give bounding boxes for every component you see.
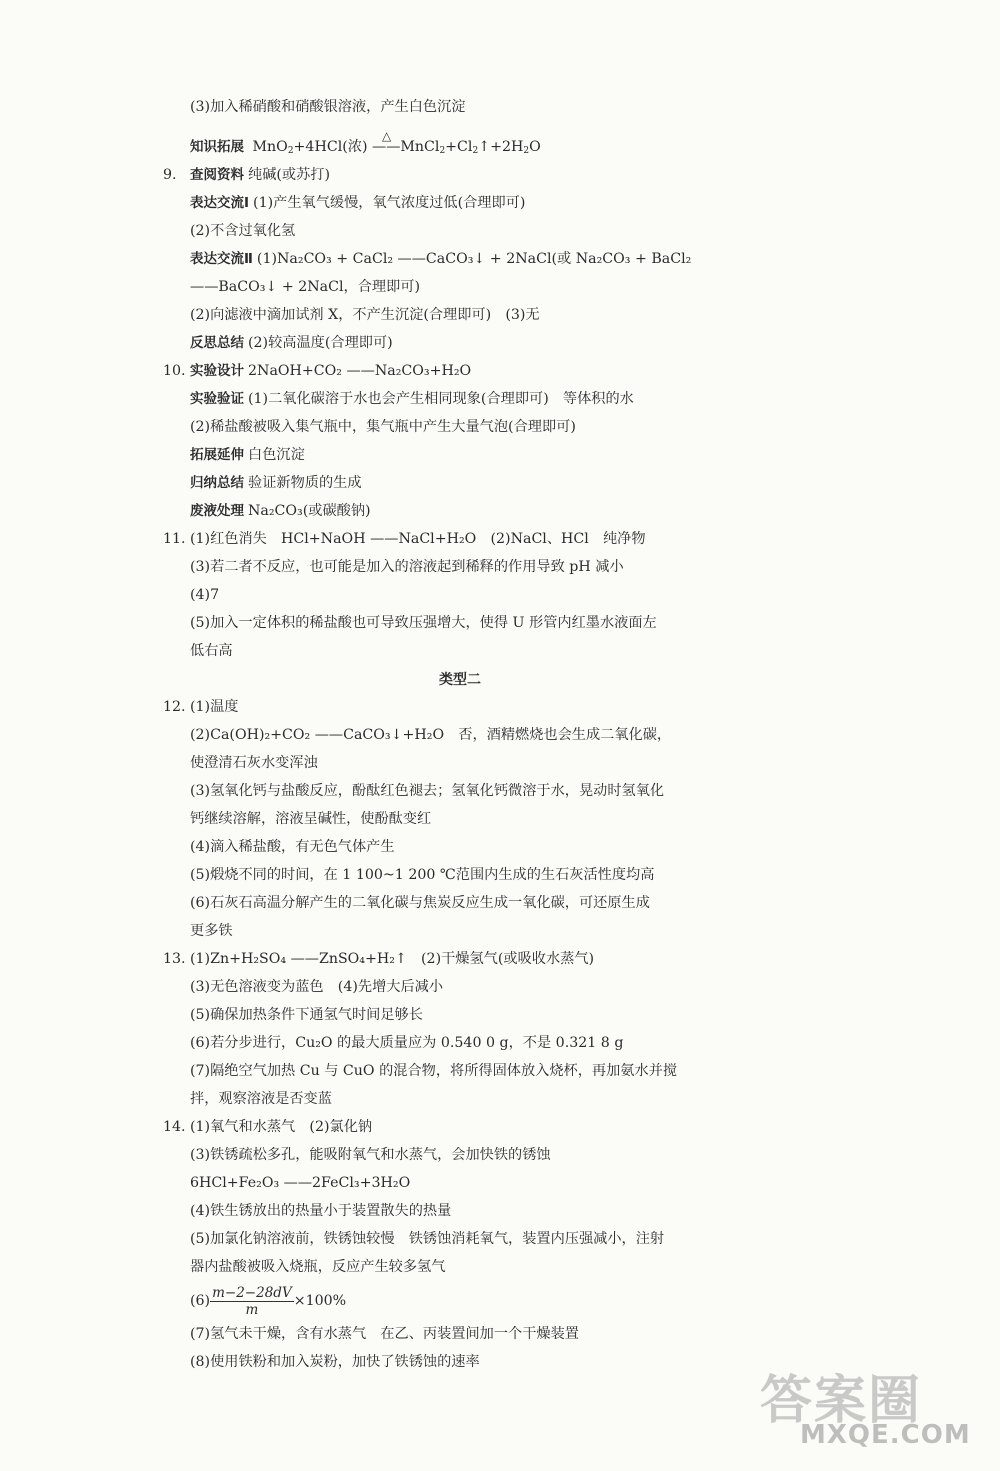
line: ——BaCO₃↓ + 2NaCl，合理即可) xyxy=(190,279,420,295)
line-express-1: 表达交流Ⅰ (1)产生氧气缓慢，氧气浓度过低(合理即可) xyxy=(190,195,526,211)
watermark-mark: 答案圈 xyxy=(760,1371,923,1431)
line: (4)7 xyxy=(190,587,220,603)
question-10: 10. 实验设计 2NaOH+CO₂ ——Na₂CO₃+H₂O xyxy=(163,363,472,379)
line: (2)稀盐酸被吸入集气瓶中，集气瓶中产生大量气泡(合理即可) xyxy=(190,419,576,435)
line: (4)铁生锈放出的热量小于装置散失的热量 xyxy=(190,1203,452,1219)
line: (2)Ca(OH)₂+CO₂ ——CaCO₃↓+H₂O 否，酒精燃烧也会生成二氧化碳， xyxy=(190,727,672,743)
line: (8)使用铁粉和加入炭粉，加快了铁锈蚀的速率 xyxy=(190,1354,480,1370)
question-number: 14. xyxy=(163,1119,186,1135)
line: (5)加入一定体积的稀盐酸也可导致压强增大，使得 U 形管内红墨水液面左 xyxy=(190,615,657,631)
line: 使澄清石灰水变浑浊 xyxy=(190,755,318,771)
line: 拌，观察溶液是否变蓝 xyxy=(190,1091,332,1107)
line: (3)若二者不反应，也可能是加入的溶液起到稀释的作用导致 pH 减小 xyxy=(190,559,624,575)
question-14: 14. (1)氧气和水蒸气 (2)氯化钠 xyxy=(163,1119,373,1135)
line-extend: 拓展延伸 白色沉淀 xyxy=(190,447,305,463)
line-fraction: (6) $\frac{m-2-28dV}{m}$ ×100% xyxy=(190,1284,347,1318)
line: 低右高 xyxy=(190,643,233,659)
line: 6HCl+Fe₂O₃ ——2FeCl₃+3H₂O xyxy=(190,1175,411,1191)
line: (3)无色溶液变为蓝色 (4)先增大后减小 xyxy=(190,979,444,995)
line-knowledge-expansion: 知识拓展 MnO$_2$+4HCl(浓) △ $——MnCl_2+Cl_2↑+2H_2O$ xyxy=(190,129,541,156)
line: (6)石灰石高温分解产生的二氧化碳与焦炭反应生成一氧化碳，可还原生成 xyxy=(190,895,650,911)
watermark-logo xyxy=(760,1358,980,1453)
line-9-3: (3)加入稀硝酸和硝酸银溶液，产生白色沉淀 xyxy=(190,99,466,115)
question-number: 9. xyxy=(163,167,177,183)
line: (2)向滤液中滴加试剂 X，不产生沉淀(合理即可) (3)无 xyxy=(190,307,540,323)
line: 器内盐酸被吸入烧瓶，反应产生较多氢气 xyxy=(190,1259,446,1275)
fraction: $\frac{m-2-28dV}{m}$ xyxy=(212,1284,292,1318)
question-number: 13. xyxy=(163,951,186,967)
line: (4)滴入稀盐酸，有无色气体产生 xyxy=(190,839,395,855)
line-reflection: 反思总结 (2)较高温度(合理即可) xyxy=(190,335,393,351)
line: (7)隔绝空气加热 Cu 与 CuO 的混合物，将所得固体放入烧杯，再加氨水并搅 xyxy=(190,1063,678,1079)
line: (3)氢氧化钙与盐酸反应，酚酞红色褪去；氢氧化钙微溶于水，晃动时氢氧化 xyxy=(190,783,665,799)
line: (5)煅烧不同的时间，在 1 100~1 200 ℃范围内生成的生石灰活性度均高 xyxy=(190,867,655,883)
section-heading: 类型二 xyxy=(439,672,481,688)
line-summary: 归纳总结 验证新物质的生成 xyxy=(190,475,362,491)
line: (5)加氯化钠溶液前，铁锈蚀较慢 铁锈蚀消耗氧气，装置内压强减小，注射 xyxy=(190,1231,665,1247)
label: 知识拓展 xyxy=(190,139,244,155)
line-waste: 废液处理 Na₂CO₃(或碳酸钠) xyxy=(190,503,371,519)
line: (6)若分步进行，Cu₂O 的最大质量应为 0.540 0 g，不是 0.321 8 g xyxy=(190,1035,624,1051)
line-express-2: 表达交流Ⅱ (1)Na₂CO₃ + CaCl₂ ——CaCO₃↓ + 2NaCl(或 Na₂CO₃ + BaCl₂ xyxy=(190,251,692,267)
line: 钙继续溶解，溶液呈碱性，使酚酞变红 xyxy=(190,811,432,827)
heat-condition: △ ——MnCl xyxy=(372,129,440,155)
question-number: 12. xyxy=(163,699,186,715)
watermark-site: MXQE.COM xyxy=(800,1420,971,1450)
line: 更多铁 xyxy=(190,923,233,939)
line-verify: 实验验证 (1)二氧化碳溶于水也会产生相同现象(合理即可) 等体积的水 xyxy=(190,391,634,407)
line: (7)氢气未干燥，含有水蒸气 在乙、丙装置间加一个干燥装置 xyxy=(190,1326,579,1342)
question-number: 10. xyxy=(163,363,186,379)
line: (5)确保加热条件下通氢气时间足够长 xyxy=(190,1007,423,1023)
question-12: 12. (1)温度 xyxy=(163,699,239,715)
question-9: 9. 查阅资料 纯碱(或苏打) xyxy=(163,167,331,183)
question-13: 13. (1)Zn+H₂SO₄ ——ZnSO₄+H₂↑ (2)干燥氢气(或吸收水蒸气) xyxy=(163,951,595,967)
question-11: 11. (1)红色消失 HCl+NaOH ——NaCl+H₂O (2)NaCl、HCl 纯净物 xyxy=(163,531,646,547)
line: (2)不含过氧化氢 xyxy=(190,223,296,239)
question-number: 11. xyxy=(163,531,186,547)
line: (3)铁锈疏松多孔，能吸附氧气和水蒸气，会加快铁的锈蚀 xyxy=(190,1147,551,1163)
